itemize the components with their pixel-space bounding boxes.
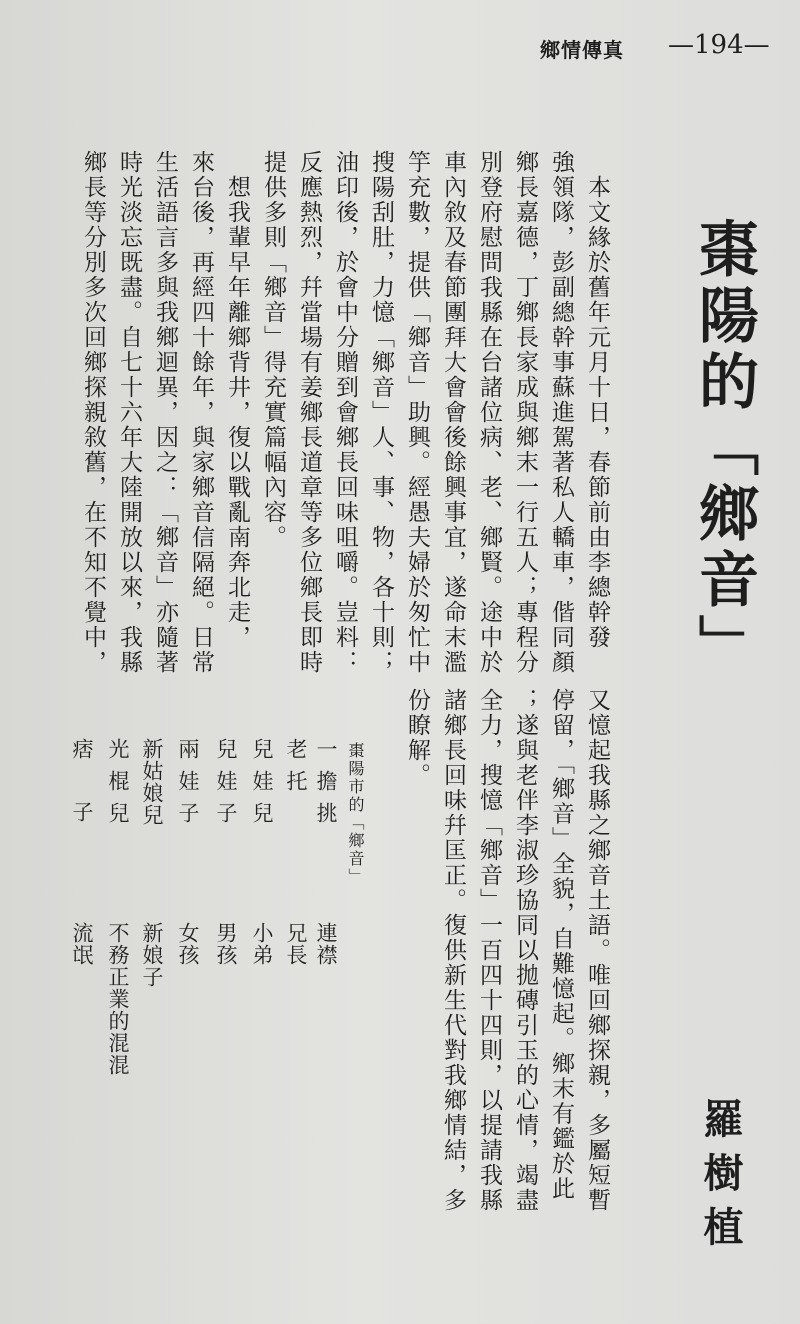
page-number: —194—	[668, 30, 770, 60]
intro-column: 強領隊，彭副總幹事蘇進駕著私人轎車，偕同顏	[548, 150, 574, 675]
continuation-column: 份瞭解。	[404, 688, 430, 788]
continuation-column: ；遂與老伴李淑珍協同以拋磚引玉的心情，竭盡	[512, 688, 538, 1213]
intro-column: 時光淡忘既盡。自七十六年大陸開放以來，我縣	[116, 150, 142, 675]
intro-column: 想我輩早年離鄉背井，復以戰亂南奔北走，	[224, 150, 250, 650]
intro-column: 本文緣於舊年元月十日，春節前由李總幹發	[584, 150, 610, 650]
glossary-meaning: 小弟	[250, 922, 274, 966]
intro-column: 別登府慰問我縣在台諸位病、老、鄉賢。途中於	[476, 150, 502, 675]
running-head: 鄉情傳真	[540, 38, 624, 62]
glossary-meaning: 兄長	[284, 922, 308, 966]
intro-column: 鄉長等分別多次回鄉探親敘舊，在不知不覺中，	[80, 150, 106, 675]
glossary-term: 新姑娘兒	[140, 738, 164, 826]
glossary-term: 光棍兒	[106, 738, 130, 834]
continuation-column: 諸鄉長回味幷匡正。復供新生代對我鄉情結，多	[440, 688, 466, 1213]
glossary-term: 痞子	[70, 738, 94, 864]
intro-column: 提供多則「鄉音」得充實篇幅內容。	[260, 150, 286, 550]
glossary-term: 兒娃兒	[250, 738, 274, 834]
continuation-column: 全力，搜憶「鄉音」一百四十四則，以提請我縣	[476, 688, 502, 1213]
glossary-term: 兩娃子	[176, 738, 200, 834]
glossary-meaning: 女孩	[176, 922, 200, 966]
intro-column: 竽充數，提供「鄉音」助興。經愚夫婦於匆忙中	[404, 150, 430, 675]
intro-column: 生活語言多與我鄉迴異，因之：「鄉音」亦隨著	[152, 150, 178, 675]
glossary-meaning: 男孩	[214, 922, 238, 966]
intro-column: 來台後，再經四十餘年，與家鄉音信隔絕。日常	[188, 150, 214, 675]
continuation-column: 停留，「鄉音」全貌，自難憶起。鄉末有鑑於此	[548, 688, 574, 1202]
continuation-column: 又憶起我縣之鄉音土語。唯回鄉探親，多屬短暫	[584, 688, 610, 1213]
intro-column: 反應熱烈，幷當場有姜鄉長道章等多位鄉長即時	[296, 150, 322, 675]
glossary-meaning: 新娘子	[140, 922, 164, 988]
glossary-meaning: 連襟	[314, 922, 338, 966]
glossary-meaning: 流氓	[70, 922, 94, 966]
intro-column: 車內敘及春節團拜大會會後餘興事宜，遂命末濫	[440, 150, 466, 675]
author-name: 羅樹植	[697, 1098, 744, 1260]
glossary-heading: 棗陽市的「鄉音」	[346, 742, 365, 886]
glossary-term: 兒娃子	[214, 738, 238, 834]
glossary-term: 老托	[284, 738, 308, 802]
glossary-term: 一擔挑	[314, 738, 338, 834]
intro-column: 搜陽刮肚，力憶「鄉音」人、事、物，各十則；	[368, 150, 394, 675]
intro-column: 油印後，於會中分贈到會鄉長回味咀嚼。豈料：	[332, 150, 358, 675]
intro-column: 鄉長嘉德，丁鄉長家成與鄉末一行五人；專程分	[512, 150, 538, 675]
article-title: 棗陽的「鄉音」	[689, 218, 759, 680]
glossary-meaning: 不務正業的混混	[106, 922, 130, 1076]
